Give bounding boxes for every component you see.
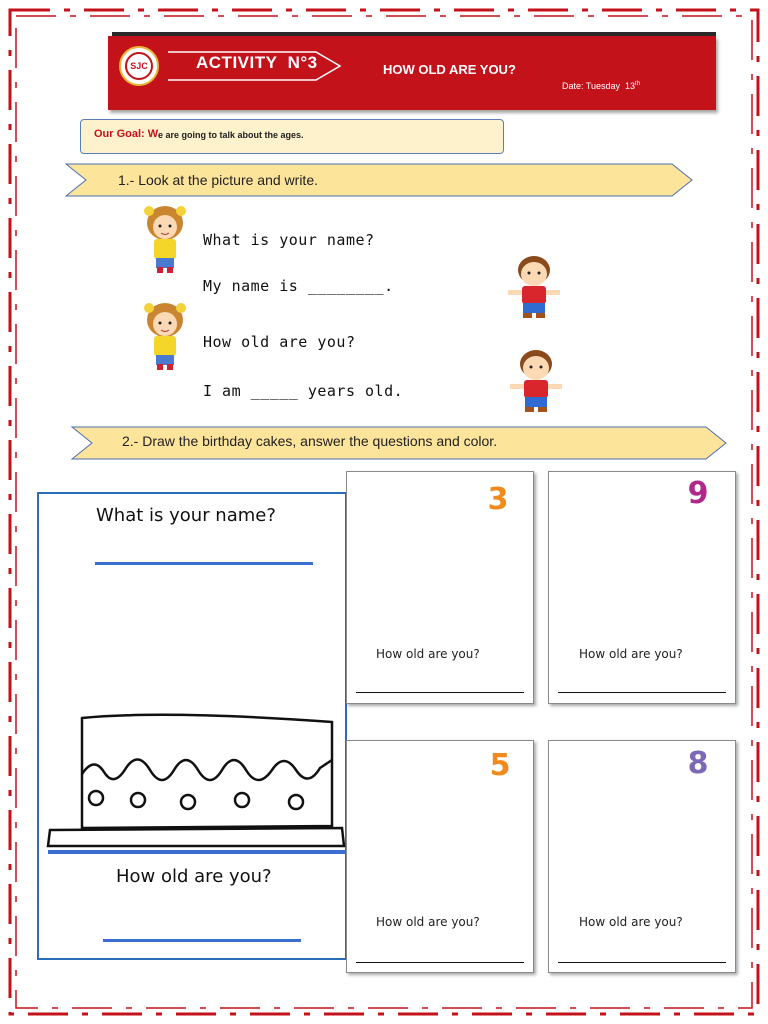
age-card-9-answer-line[interactable]	[558, 692, 726, 693]
number-3-icon: 3	[487, 482, 509, 517]
boy-figure-2-icon	[500, 346, 570, 416]
girl-figure-2-icon	[134, 300, 196, 372]
age-card-3-answer-line[interactable]	[356, 692, 524, 693]
instruction-1-text: 1.- Look at the picture and write.	[118, 172, 318, 188]
number-5-icon: 5	[489, 748, 511, 783]
date-suffix: th	[635, 81, 641, 87]
exercise1-line-2: My name is ________.	[203, 277, 394, 295]
age-card-8-answer-line[interactable]	[558, 962, 726, 963]
age-question: How old are you?	[116, 866, 272, 887]
school-logo-text: SJC	[125, 52, 153, 80]
age-card-5-question: How old are you?	[376, 915, 480, 929]
age-answer-line[interactable]	[103, 939, 301, 942]
birthday-cake-outline-icon	[46, 710, 348, 858]
exercise1-line-3: How old are you?	[203, 333, 356, 351]
number-9-icon: 9	[687, 476, 709, 511]
age-card-8-question: How old are you?	[579, 915, 683, 929]
boy-figure-icon	[498, 252, 568, 322]
date-label	[562, 81, 640, 91]
age-card-9-question: How old are you?	[579, 647, 683, 661]
age-card-3-question: How old are you?	[376, 647, 480, 661]
number-8-icon: 8	[687, 746, 709, 781]
goal-text: e are going to talk about the ages.	[158, 130, 304, 140]
girl-figure-icon	[134, 203, 196, 275]
date-text: Date: Tuesday 13	[562, 81, 636, 91]
page-title: HOW OLD ARE YOU?	[383, 62, 516, 77]
exercise1-line-1: What is your name?	[203, 231, 375, 249]
goal-label: Our Goal: W	[94, 128, 159, 140]
name-answer-line[interactable]	[95, 562, 313, 565]
instruction-2-text: 2.- Draw the birthday cakes, answer the questions and color.	[122, 433, 498, 449]
exercise1-line-4: I am _____ years old.	[203, 382, 404, 400]
age-card-5-answer-line[interactable]	[356, 962, 524, 963]
name-question: What is your name?	[96, 505, 276, 526]
activity-number: ACTIVITY N°3	[196, 53, 318, 72]
